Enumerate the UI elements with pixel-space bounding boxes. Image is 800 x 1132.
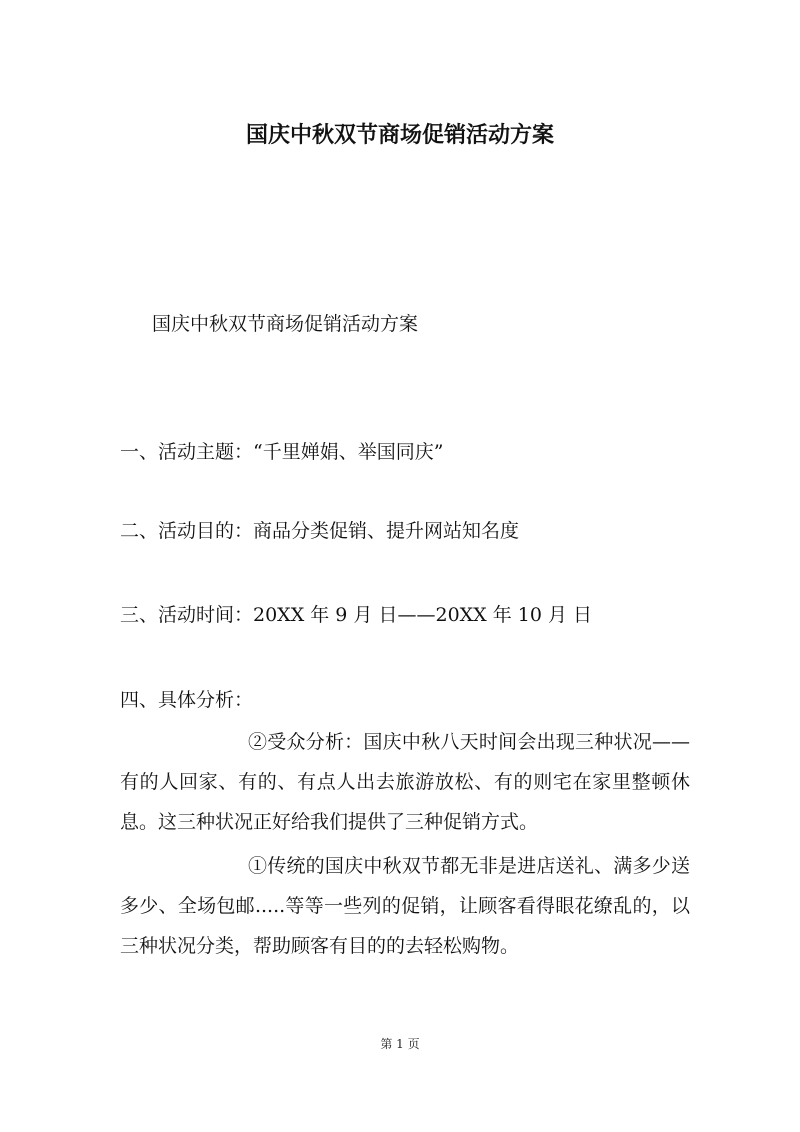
section-purpose: 二、活动目的：商品分类促销、提升网站知名度 bbox=[120, 520, 520, 542]
paragraph-audience-analysis: ②受众分析：国庆中秋八天时间会出现三种状况——有的人回家、有的、有点人出去旅游放松、有的则宅在家里整顿休息。这三种状况正好给我们提供了三种促销方式。 bbox=[120, 731, 690, 833]
page-number: 第 1 页 bbox=[380, 1037, 420, 1051]
section-theme: 一、活动主题：“千里婵娟、举国同庆” bbox=[120, 441, 444, 463]
document-subtitle: 国庆中秋双节商场促销活动方案 bbox=[152, 313, 419, 335]
paragraph-traditional-promotion: ①传统的国庆中秋双节都无非是进店送礼、满多少送多少、全场包邮.....等等一些列的促销，让顾客看得眼花缭乱的，以三种状况分类，帮助顾客有目的的去轻松购物。 bbox=[120, 855, 690, 957]
document-title: 国庆中秋双节商场促销活动方案 bbox=[245, 123, 554, 148]
section-analysis: 四、具体分析： bbox=[120, 689, 254, 711]
section-time: 三、活动时间：20XX 年 9 月 日——20XX 年 10 月 日 bbox=[120, 604, 593, 626]
